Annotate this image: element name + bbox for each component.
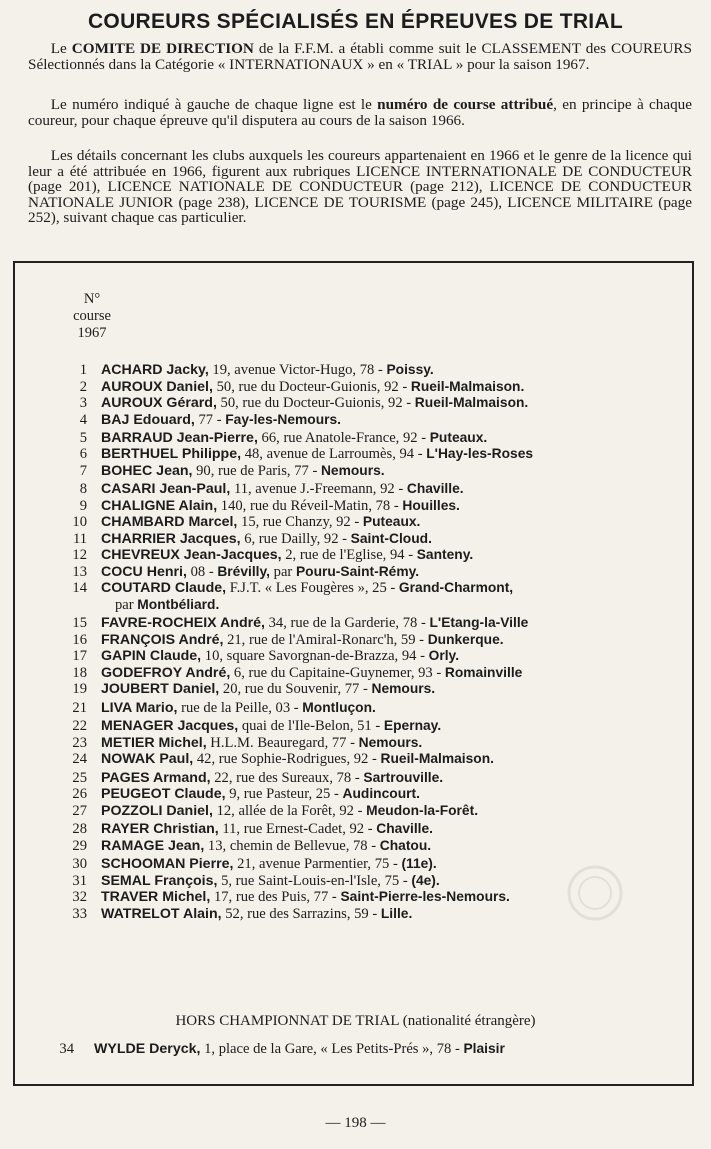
- rider-address-continuation: par: [115, 596, 138, 613]
- rider-row: [15, 717, 695, 735]
- rider-city: Chatou.: [379, 837, 432, 853]
- rider-city: Brévilly,: [217, 563, 270, 579]
- rider-name: GODEFROY André,: [101, 664, 231, 681]
- rider-name: NOWAK Paul,: [101, 751, 194, 768]
- rider-address: 20, rue du Souvenir, 77 -: [219, 681, 372, 698]
- rider-name: BARRAUD Jean-Pierre,: [101, 429, 258, 446]
- rider-number: 10: [72, 514, 87, 531]
- rider-number: 5: [79, 429, 87, 446]
- rider-number: 25: [72, 769, 87, 786]
- rider-name: BOHEC Jean,: [101, 462, 193, 479]
- rider-address: 21, rue de l'Amiral-Ronarc'h, 59 -: [223, 631, 428, 648]
- rider-entry: [101, 699, 376, 717]
- rider-city: Saint-Cloud.: [350, 530, 432, 546]
- rider-city: Santeny.: [416, 547, 474, 563]
- rider-name: PEUGEOT Claude,: [101, 786, 226, 803]
- rider-row: [15, 546, 695, 564]
- rider-entry: [101, 579, 513, 597]
- rider-number: 30: [72, 856, 87, 873]
- hors-championnat-section: [0, 1013, 711, 1030]
- rider-number: 23: [72, 734, 87, 751]
- rider-address: 34, rue de la Garderie, 78 -: [264, 615, 430, 632]
- rider-entry: [101, 734, 422, 752]
- rider-number: 22: [72, 718, 87, 735]
- rider-row: [15, 734, 695, 752]
- rider-name: CHEVREUX Jean-Jacques,: [101, 547, 282, 564]
- rider-entry: [101, 429, 487, 447]
- rider-city: Houilles.: [402, 497, 460, 513]
- rider-entry: [94, 1040, 505, 1058]
- rider-name: ACHARD Jacky,: [101, 362, 209, 378]
- rider-name: METIER Michel,: [101, 734, 207, 751]
- rider-number: 33: [72, 905, 87, 922]
- rider-number: 9: [79, 497, 87, 514]
- rider-city: Chaville.: [376, 821, 433, 837]
- rider-name: CASARI Jean-Paul,: [101, 481, 231, 498]
- rider-number: 11: [72, 530, 87, 547]
- column-header: [67, 291, 127, 342]
- rider-entry: [101, 855, 437, 873]
- rider-entry: [101, 614, 528, 632]
- rider-row: [15, 631, 695, 649]
- rider-city: Chaville.: [406, 481, 464, 497]
- rider-number: 6: [79, 446, 87, 463]
- rider-address: F.J.T. « Les Fougères », 25 -: [226, 580, 399, 597]
- rider-name: PAGES Armand,: [101, 769, 211, 786]
- rider-name: FRANÇOIS André,: [101, 631, 224, 648]
- rider-address: 50, rue du Docteur-Guionis, 92 -: [212, 378, 411, 395]
- page-title: COUREURS SPÉCIALISÉS EN ÉPREUVES DE TRIAL: [87, 10, 624, 33]
- intro-1-emphasis: COMITE DE DIRECTION: [71, 40, 254, 57]
- rider-city: L'Hay-les-Roses: [426, 446, 534, 462]
- rider-entry-continuation: [115, 596, 219, 614]
- rider-address: 140, rue du Réveil-Matin, 78 -: [217, 497, 403, 514]
- rider-name: GAPIN Claude,: [101, 648, 202, 665]
- rider-number: 34: [59, 1041, 74, 1057]
- rider-name: CHALIGNE Alain,: [101, 497, 218, 514]
- rider-city: Poissy.: [386, 362, 434, 377]
- rider-entry: [101, 647, 459, 665]
- rider-city-continuation: Montbéliard.: [137, 596, 220, 612]
- rider-row: [15, 445, 695, 463]
- rider-name: AUROUX Gérard,: [101, 395, 217, 411]
- column-header-line-3: 1967: [77, 325, 107, 341]
- rider-number: 13: [72, 563, 87, 580]
- intro-paragraph-1: [28, 41, 692, 72]
- intro-1-text-c: de la F.F.M. a établi comme suit le CLASSEMENT des COUREURS Sélectionnés dans la Catégorie « INTERNATIONAUX » en « TRIAL » pour la saison 1967.: [28, 40, 692, 73]
- rider-entry: [101, 361, 434, 379]
- rider-name: AUROUX Daniel,: [101, 378, 213, 395]
- rider-city: Saint-Pierre-les-Nemours.: [340, 889, 510, 905]
- rider-number: 21: [72, 699, 87, 716]
- intro-2-text-a: Le numéro indiqué à gauche de chaque ligne est le: [50, 96, 378, 113]
- rider-city: L'Etang-la-Ville: [429, 615, 529, 631]
- rider-row: [15, 647, 695, 665]
- rider-city: Audincourt.: [342, 786, 420, 802]
- rider-entry: [101, 717, 441, 735]
- rider-number: 24: [72, 751, 87, 768]
- rider-row: [15, 888, 695, 906]
- rider-row: [15, 563, 695, 581]
- rider-city: Nemours.: [358, 734, 423, 750]
- rider-number: 29: [72, 837, 87, 854]
- rider-address: 66, rue Anatole-France, 92 -: [257, 429, 430, 446]
- rider-city: Puteaux.: [429, 429, 488, 445]
- rider-row: [15, 699, 695, 717]
- rider-row: [15, 462, 695, 480]
- rider-city: Nemours.: [320, 462, 385, 478]
- rider-row-continuation: [15, 596, 695, 614]
- intro-1-text-a: Le: [50, 40, 72, 57]
- rider-address: 11, rue Ernest-Cadet, 92 -: [218, 821, 377, 838]
- rider-entry: [101, 497, 460, 515]
- rider-name: WYLDE Deryck,: [94, 1041, 201, 1057]
- rider-city: Rueil-Malmaison.: [414, 395, 529, 410]
- rider-number: 3: [79, 395, 87, 411]
- rider-entry: [101, 563, 419, 581]
- column-header-line-1: N°: [83, 291, 101, 307]
- rider-city: Plaisir: [463, 1041, 505, 1056]
- rider-number: 15: [72, 615, 87, 632]
- rider-city: Romainville: [444, 664, 523, 680]
- rider-address: 6, rue Dailly, 92 -: [240, 530, 351, 547]
- rider-name: FAVRE-ROCHEIX André,: [101, 615, 265, 632]
- rider-entry: [101, 905, 412, 923]
- rider-entry: [101, 378, 524, 396]
- rider-address: 08 -: [186, 563, 218, 580]
- rider-number: 7: [79, 462, 87, 479]
- rider-entry: [101, 888, 510, 906]
- rider-number: 8: [79, 481, 87, 498]
- rider-number: 26: [72, 786, 87, 803]
- rider-number: 16: [72, 631, 87, 648]
- rider-address: rue de la Peille, 03 -: [177, 699, 303, 716]
- rider-entry: [101, 513, 420, 531]
- rider-address: 90, rue de Paris, 77 -: [192, 462, 321, 479]
- rider-name: TRAVER Michel,: [101, 889, 211, 906]
- rider-address: 77 -: [194, 411, 226, 428]
- rider-row: [15, 785, 695, 803]
- hors-rider-row: [13, 1040, 693, 1058]
- rider-city: Lille.: [380, 905, 413, 921]
- hors-heading-note: (nationalité étrangère): [398, 1013, 536, 1029]
- rider-entry: [101, 820, 433, 838]
- rider-row: [15, 579, 695, 597]
- rider-city: Dunkerque.: [427, 631, 504, 647]
- rider-entry: [101, 802, 478, 820]
- rider-address: 13, chemin de Bellevue, 78 -: [204, 837, 380, 854]
- rider-address: 2, rue de l'Eglise, 94 -: [281, 547, 417, 564]
- rider-city: (11e).: [401, 856, 437, 872]
- page-number: — 198 —: [325, 1115, 386, 1131]
- rider-name: MENAGER Jacques,: [101, 718, 239, 735]
- rider-name: WATRELOT Alain,: [101, 905, 222, 922]
- rider-name: SEMAL François,: [101, 872, 218, 889]
- rider-row: [15, 480, 695, 498]
- rider-entry: [101, 445, 533, 463]
- intro-paragraph-3: [28, 148, 692, 226]
- rider-entry: [101, 837, 431, 855]
- rider-city: Fay-les-Nemours.: [225, 411, 341, 427]
- rider-entry: [101, 411, 341, 429]
- rider-number: 32: [72, 889, 87, 906]
- rider-number: 14: [72, 580, 87, 597]
- rider-number: 18: [72, 664, 87, 681]
- rider-city: Meudon-la-Forêt.: [366, 802, 479, 818]
- rider-city: Epernay.: [383, 718, 442, 734]
- rider-entry: [101, 462, 385, 480]
- rider-entry: [101, 680, 435, 698]
- rider-row: [15, 680, 695, 698]
- rider-entry: [101, 750, 494, 768]
- rider-address: 12, allée de la Forêt, 92 -: [212, 802, 367, 819]
- rider-row: [15, 802, 695, 820]
- rider-number: 1: [79, 362, 87, 378]
- rider-row: [15, 837, 695, 855]
- column-header-line-2: course: [73, 308, 111, 324]
- hors-heading: HORS CHAMPIONNAT DE TRIAL: [175, 1013, 399, 1029]
- rider-city: Sartrouville.: [363, 769, 444, 785]
- rider-city-extra: Pouru-Saint-Rémy.: [295, 563, 420, 579]
- rider-row: [15, 769, 695, 787]
- rider-row: [15, 664, 695, 682]
- rider-address: 52, rue des Sarrazins, 59 -: [221, 905, 381, 922]
- rider-city: Orly.: [428, 648, 460, 664]
- rider-row: [15, 750, 695, 768]
- rider-name: BAJ Edouard,: [101, 411, 195, 428]
- rider-entry: [101, 785, 420, 803]
- rider-city: Nemours.: [371, 681, 436, 697]
- rider-row: [15, 429, 695, 447]
- rider-name: COCU Henri,: [101, 563, 187, 580]
- rider-row: [15, 411, 695, 429]
- rider-address: 11, avenue J.-Freemann, 92 -: [230, 481, 407, 498]
- rider-entry: [101, 480, 464, 498]
- rider-address-extra: par: [270, 563, 296, 580]
- rider-entry: [101, 872, 440, 890]
- rider-row: [15, 378, 695, 396]
- rider-city: (4e).: [411, 872, 440, 888]
- rider-entry: [101, 664, 522, 682]
- rider-number: 31: [72, 872, 87, 889]
- rider-city: Puteaux.: [362, 514, 421, 530]
- rider-city: Rueil-Malmaison.: [410, 378, 525, 394]
- rider-name: BERTHUEL Philippe,: [101, 446, 242, 463]
- rider-row: [15, 513, 695, 531]
- rider-number: 4: [79, 411, 87, 428]
- rider-address: 21, avenue Parmentier, 75 -: [233, 856, 402, 873]
- rider-name: COUTARD Claude,: [101, 580, 227, 597]
- rider-entry: [101, 769, 443, 787]
- rider-number: 2: [79, 378, 87, 395]
- rider-address: 10, square Savorgnan-de-Brazza, 94 -: [201, 648, 429, 665]
- rider-name: JOUBERT Daniel,: [101, 681, 220, 698]
- rider-name: POZZOLI Daniel,: [101, 802, 213, 819]
- rider-name: RAYER Christian,: [101, 821, 219, 838]
- rider-address: 22, rue des Sureaux, 78 -: [210, 769, 364, 786]
- rider-name: RAMAGE Jean,: [101, 837, 205, 854]
- intro-paragraph-2: [28, 97, 692, 128]
- intro-2-text-c: , en principe à chaque coureur, pour chaque épreuve qu'il disputera au cours de la saison 1966.: [28, 96, 692, 129]
- rider-address: 42, rue Sophie-Rodrigues, 92 -: [193, 751, 381, 768]
- rider-entry: [101, 631, 504, 649]
- rider-list-box: [13, 261, 694, 1086]
- rider-row: [15, 872, 695, 890]
- rider-address: H.L.M. Beauregard, 77 -: [206, 734, 359, 751]
- rider-name: LIVA Mario,: [101, 699, 178, 716]
- rider-entry: [101, 546, 473, 564]
- rider-address: 6, rue du Capitaine-Guynemer, 93 -: [230, 664, 445, 681]
- rider-row: [15, 530, 695, 548]
- rider-address: 1, place de la Gare, « Les Petits-Prés », 78 -: [200, 1041, 464, 1057]
- rider-city: Grand-Charmont,: [398, 580, 514, 596]
- intro-3-text: Les détails concernant les clubs auxquels les coureurs appartenaient en 1966 et le genre de la licence qui leur a été attribuée en 1966, figurent aux rubriques LICENCE INTERNATIONALE DE CONDUCTEUR (page 201), LICENCE NATIONALE DE CONDUCTEUR (page 212), LICENCE DE CONDUCTEUR NATIONALE JUNIOR (page 238), LICENCE DE TOURISME (page 245), LICENCE MILITAIRE (page 252), suivant chaque cas particulier.: [28, 147, 692, 227]
- rider-name: CHARRIER Jacques,: [101, 530, 241, 547]
- rider-address: 19, avenue Victor-Hugo, 78 -: [208, 362, 387, 378]
- rider-number: 12: [72, 547, 87, 564]
- rider-number: 27: [72, 802, 87, 819]
- rider-address: 50, rue du Docteur-Guionis, 92 -: [216, 395, 415, 411]
- rider-row: [15, 394, 695, 412]
- rider-row: [15, 855, 695, 873]
- rider-entry: [101, 530, 432, 548]
- rider-number: 28: [72, 821, 87, 838]
- rider-address: 17, rue des Puis, 77 -: [210, 889, 341, 906]
- rider-number: 19: [72, 681, 87, 698]
- rider-address: 5, rue Saint-Louis-en-l'Isle, 75 -: [217, 872, 412, 889]
- rider-number: 17: [72, 648, 87, 665]
- rider-city: Rueil-Malmaison.: [380, 751, 494, 767]
- rider-entry: [101, 394, 528, 412]
- rider-row: [15, 820, 695, 838]
- rider-address: 48, avenue de Larroumès, 94 -: [241, 446, 427, 463]
- rider-row: [15, 497, 695, 515]
- rider-row: [15, 905, 695, 923]
- rider-address: 15, rue Chanzy, 92 -: [237, 514, 363, 531]
- rider-name: SCHOOMAN Pierre,: [101, 856, 234, 873]
- rider-city: Montluçon.: [302, 699, 376, 715]
- rider-name: CHAMBARD Marcel,: [101, 514, 238, 531]
- intro-2-emphasis: numéro de course attribué: [377, 96, 554, 113]
- rider-address: 9, rue Pasteur, 25 -: [225, 786, 343, 803]
- rider-address: quai de l'Ile-Belon, 51 -: [238, 718, 384, 735]
- rider-row: [15, 614, 695, 632]
- rider-row: [15, 361, 695, 379]
